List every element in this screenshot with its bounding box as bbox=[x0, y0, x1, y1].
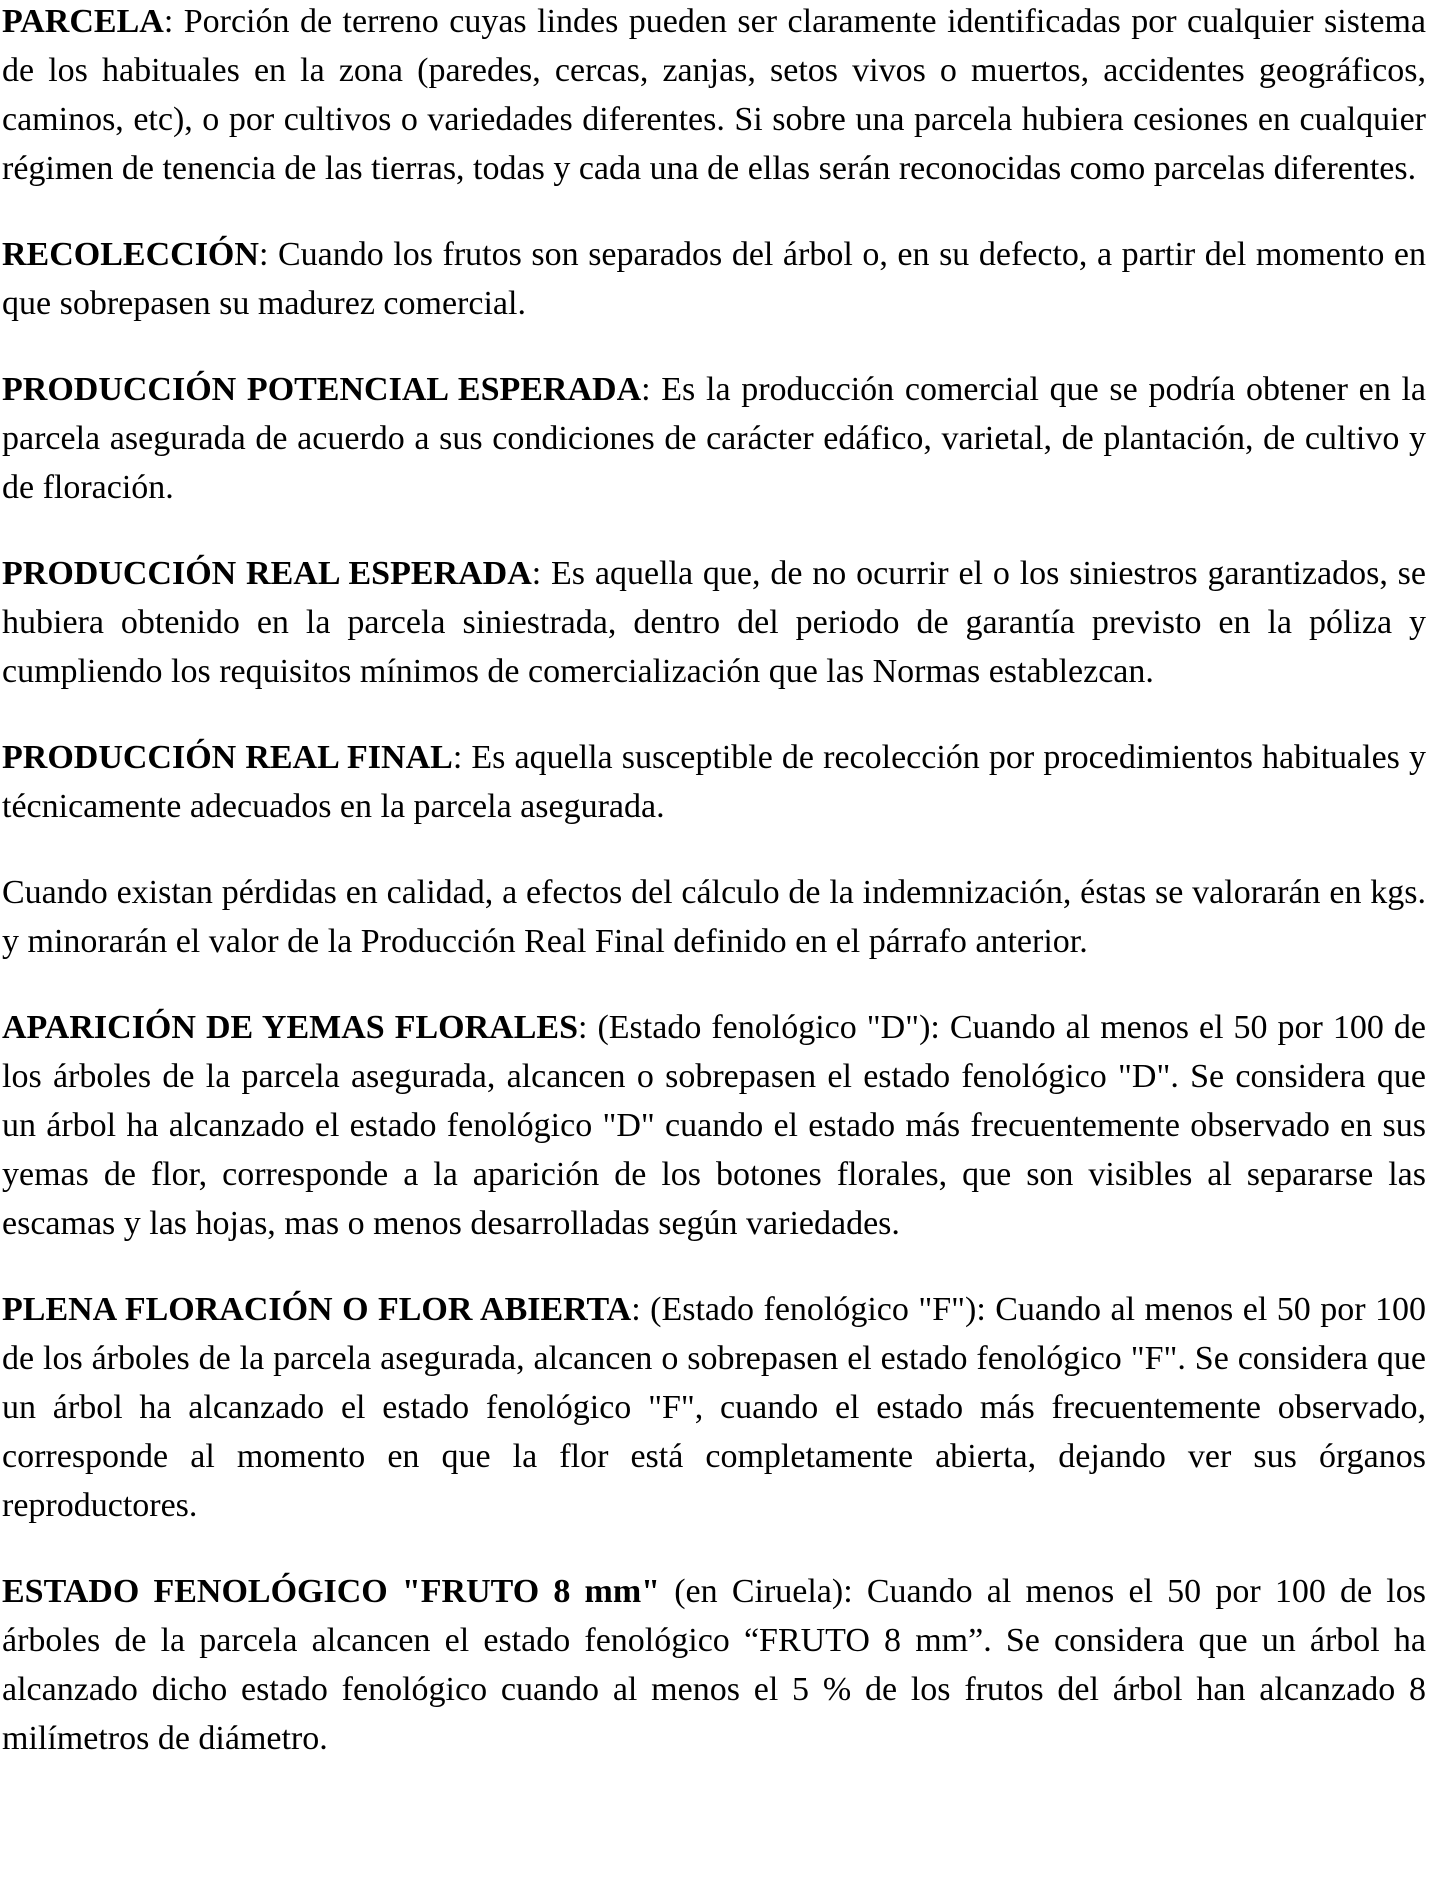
definition-term: PRODUCCIÓN REAL ESPERADA bbox=[2, 555, 532, 592]
definition-term: APARICIÓN DE YEMAS FLORALES bbox=[2, 1009, 578, 1046]
definition-recoleccion bbox=[2, 230, 1426, 328]
definition-produccion-potencial-esperada bbox=[2, 365, 1426, 512]
definition-term: RECOLECCIÓN bbox=[2, 236, 259, 273]
definition-aparicion-yemas-florales bbox=[2, 1003, 1426, 1248]
paragraph-text: Cuando existan pérdidas en calidad, a efectos del cálculo de la indemnización, éstas se valorarán en kgs. y minorarán el valor de la Producción Real Final definido en el párrafo anterior. bbox=[2, 874, 1426, 960]
definition-term: PLENA FLORACIÓN O FLOR ABIERTA bbox=[2, 1291, 632, 1328]
definition-text: : Porción de terreno cuyas lindes pueden ser claramente identificadas por cualquier sistema de los habituales en la zona (paredes, cercas, zanjas, setos vivos o muertos, accidentes geográficos, caminos, etc), o por cultivos o variedades diferentes. Si sobre una parcela hubiera cesiones en cualquier régimen de tenencia de las tierras, todas y cada una de ellas serán reconocidas como parcelas diferentes. bbox=[2, 3, 1426, 187]
definition-term: ESTADO FENOLÓGICO "FRUTO 8 mm" bbox=[2, 1573, 661, 1610]
definition-estado-fruto-8mm bbox=[2, 1567, 1426, 1763]
definition-text: : Es aquella que, de no ocurrir el o los siniestros garantizados, se hubiera obtenido en la parcela siniestrada, dentro del periodo de garantía previsto en la póliza y cumpliendo los requisitos mínimos de comercialización que las Normas establezcan. bbox=[2, 555, 1426, 690]
definition-term: PARCELA bbox=[2, 3, 164, 40]
definition-parcela bbox=[2, 0, 1426, 193]
paragraph-perdidas-calidad bbox=[2, 868, 1426, 966]
definition-produccion-real-esperada bbox=[2, 549, 1426, 696]
definition-produccion-real-final bbox=[2, 733, 1426, 831]
definition-text: : Cuando los frutos son separados del árbol o, en su defecto, a partir del momento en que sobrepasen su madurez comercial. bbox=[2, 236, 1426, 322]
definition-text: (en Ciruela): Cuando al menos el 50 por 100 de los árboles de la parcela alcancen el estado fenológico “FRUTO 8 mm”. Se considera que un árbol ha alcanzado dicho estado fenológico cuando al menos el 5 % de los frutos del árbol han alcanzado 8 milímetros de diámetro. bbox=[2, 1573, 1426, 1757]
definition-text: : Es aquella susceptible de recolección por procedimientos habituales y técnicamente adecuados en la parcela asegurada. bbox=[2, 739, 1426, 825]
definition-text: : (Estado fenológico "D"): Cuando al menos el 50 por 100 de los árboles de la parcela asegurada, alcancen o sobrepasen el estado fenológico "D". Se considera que un árbol ha alcanzado el estado fenológico "D" cuando el estado más frecuentemente observado en sus yemas de flor, corresponde a la aparición de los botones florales, que son visibles al separarse las escamas y las hojas, mas o menos desarrolladas según variedades. bbox=[2, 1009, 1426, 1242]
definition-text: : (Estado fenológico "F"): Cuando al menos el 50 por 100 de los árboles de la parcela asegurada, alcancen o sobrepasen el estado fenológico "F". Se considera que un árbol ha alcanzado el estado fenológico "F", cuando el estado más frecuentemente observado, corresponde al momento en que la flor está completamente abierta, dejando ver sus órganos reproductores. bbox=[2, 1291, 1426, 1524]
definition-term: PRODUCCIÓN REAL FINAL bbox=[2, 739, 453, 776]
definition-term: PRODUCCIÓN POTENCIAL ESPERADA bbox=[2, 371, 642, 408]
definition-plena-floracion bbox=[2, 1285, 1426, 1530]
definition-text: : Es la producción comercial que se podría obtener en la parcela asegurada de acuerdo a sus condiciones de carácter edáfico, varietal, de plantación, de cultivo y de floración. bbox=[2, 371, 1426, 506]
